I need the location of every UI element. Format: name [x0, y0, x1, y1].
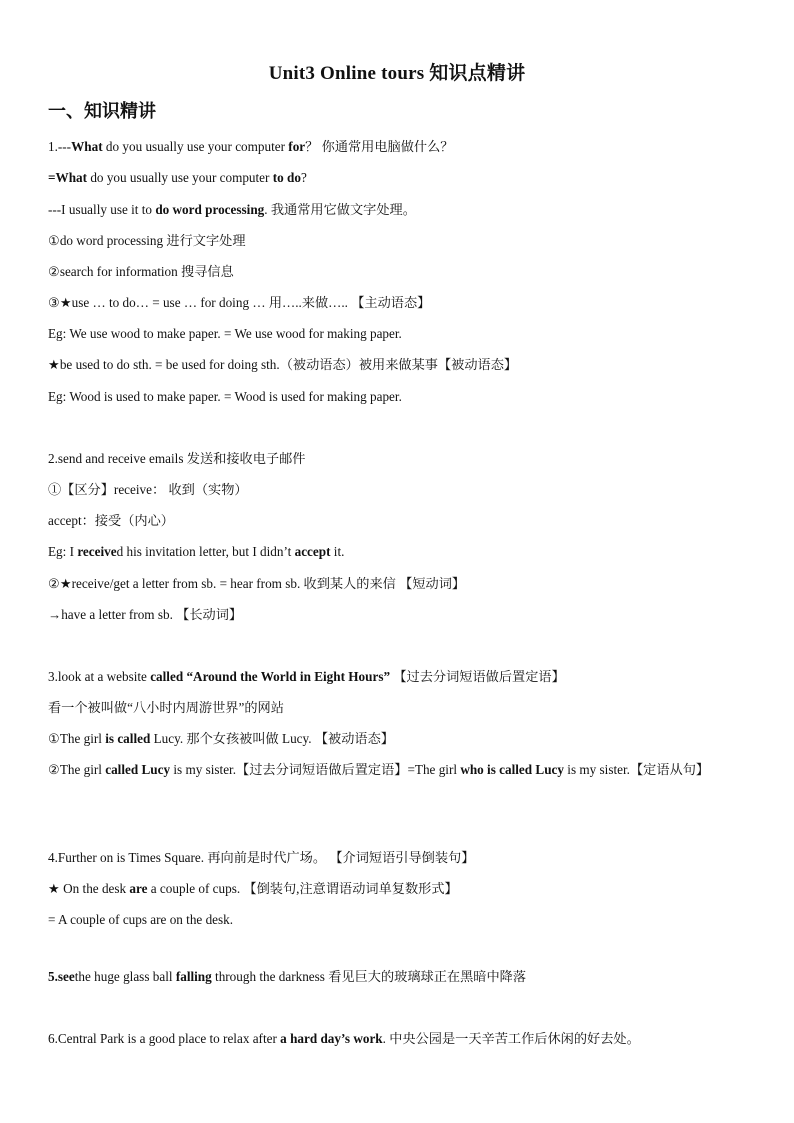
note-line-13: Eg: I received his invitation letter, but I didn’t accept it.: [48, 544, 345, 559]
note-line-3: ---I usually use it to do word processing. 我通常用它做文字处理。: [48, 202, 416, 217]
note-line-15: →have a letter from sb. 【长动词】: [48, 607, 243, 622]
note-line-5: ②search for information 搜寻信息: [48, 264, 234, 279]
note-line-1: 1.---What do you usually use your computer for？ 你通常用电脑做什么？: [48, 139, 454, 154]
note-line-24: 6.Central Park is a good place to relax after a hard day’s work. 中央公园是一天辛苦工作后休闲的好去处。: [48, 1031, 640, 1046]
note-line-8: ★be used to do sth. = be used for doing sth.（被动语态）被用来做某事【被动语态】: [48, 357, 518, 372]
note-line-19: ②The girl called Lucy is my sister.【过去分词短语做后置定语】=The girl who is called Lucy is my sister.【定语从句】: [48, 762, 710, 777]
note-line-7: Eg: We use wood to make paper. = We use wood for making paper.: [48, 326, 402, 341]
note-line-17: 看一个被叫做“八小时内周游世界”的网站: [48, 700, 284, 715]
note-line-11: ①【区分】receive： 收到（实物）: [48, 482, 248, 497]
note-line-12: accept：接受（内心）: [48, 513, 174, 528]
note-line-22: = A couple of cups are on the desk.: [48, 912, 234, 927]
note-line-21: ★ On the desk are a couple of cups. 【倒装句,注意谓语动词单复数形式】: [48, 881, 458, 896]
note-line-6: ③★use … to do… = use … for doing … 用…..来做….. 【主动语态】: [48, 295, 431, 310]
note-line-4: ①do word processing 进行文字处理: [48, 233, 246, 248]
section-heading: 一、知识精讲: [48, 101, 156, 121]
note-line-16: 3.look at a website called “Around the World in Eight Hours” 【过去分词短语做后置定语】: [48, 669, 565, 684]
note-line-2: =What do you usually use your computer to do?: [48, 170, 307, 185]
note-line-20: 4.Further on is Times Square. 再向前是时代广场。 【介词短语引导倒装句】: [48, 850, 475, 865]
note-line-10: 2.send and receive emails 发送和接收电子邮件: [48, 451, 306, 466]
document-title: Unit3 Online tours 知识点精讲: [268, 63, 526, 84]
note-line-23: 5.seethe huge glass ball falling through the darkness 看见巨大的玻璃球正在黑暗中降落: [48, 969, 527, 984]
note-line-18: ①The girl is called Lucy. 那个女孩被叫做 Lucy. 【被动语态】: [48, 731, 394, 746]
note-line-9: Eg: Wood is used to make paper. = Wood is used for making paper.: [48, 389, 402, 404]
note-line-14: ②★receive/get a letter from sb. = hear from sb. 收到某人的来信 【短动词】: [48, 576, 466, 591]
